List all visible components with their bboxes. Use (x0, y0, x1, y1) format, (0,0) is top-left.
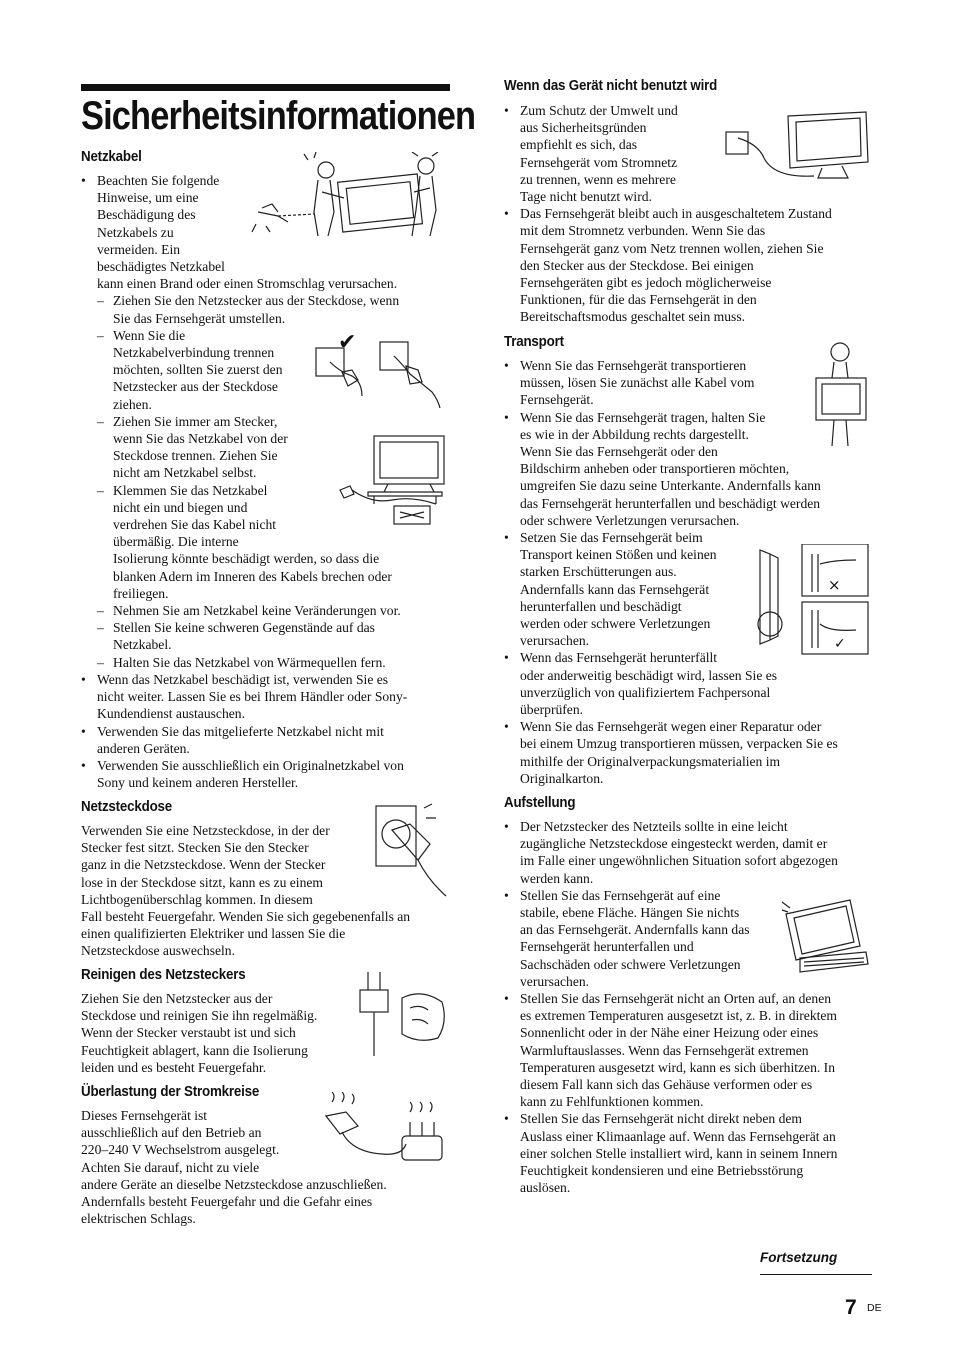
bullet-item (504, 205, 876, 325)
text-line: Bereitschaftsmodus geschaltet sein muss. (520, 309, 746, 325)
title-rule (81, 84, 450, 91)
text-line: andere Geräte an dieselbe Netzsteckdose anzuschließen. (81, 1176, 387, 1192)
text-line: übermäßig. Die interne (113, 534, 239, 550)
text-line: Achten Sie darauf, nicht zu viele (81, 1159, 260, 1175)
dash-mark: – (97, 620, 104, 636)
text-line: an das Fernsehgerät. Andernfalls kann das (520, 922, 750, 938)
page-title: Sicherheitsinformationen (81, 94, 476, 138)
bullet-item (504, 990, 876, 1110)
text-line: Netzkabelverbindung trennen (113, 345, 275, 361)
bullet-mark: • (504, 206, 509, 222)
text-line: 220–240 V Wechselstrom ausgelegt. (81, 1142, 280, 1158)
dash-mark: – (97, 413, 104, 429)
text-line: Fernsehgerät. (520, 392, 594, 408)
text-line: Wenn Sie das Fernsehgerät transportieren (520, 358, 747, 373)
bullet-mark: • (504, 887, 509, 903)
text-line: Ziehen Sie den Netzstecker aus der (81, 991, 273, 1006)
cross-mark-icon: × (828, 576, 841, 594)
text-line: nicht weiter. Lassen Sie es bei Ihrem Händler oder Sony- (97, 689, 408, 705)
text-line: werden kann. (520, 870, 594, 886)
text-line: Funktionen, für die das Fernsehgerät in den (520, 292, 757, 308)
text-line: Wenn Sie das Fernsehgerät oder den (520, 444, 718, 460)
text-line: lose in der Steckdose sitzt, kann es zu einem (81, 874, 323, 890)
cleaning-plug-illustration (354, 968, 450, 1058)
tv-stable-surface-illustration (780, 896, 872, 976)
text-line: mit dem Stromnetz verbunden. Wenn Sie das (520, 223, 766, 239)
text-line: werden oder schwere Verletzungen (520, 616, 711, 632)
check-mark-icon: ✔ (338, 330, 357, 355)
transport-shock-illustration (756, 544, 872, 656)
text-line: mithilfe der Originalverpackungsmaterialien im (520, 753, 781, 769)
bullet-item (81, 723, 453, 757)
text-line: verursachen. (520, 633, 590, 649)
text-line: Sony und keinem anderen Hersteller. (97, 775, 299, 791)
text-line: es extremen Temperaturen ausgesetzt ist, z. B. in direktem (520, 1008, 838, 1024)
text-line: Beschädigung des (97, 207, 196, 223)
text-line: oder schwere Verletzungen verursachen. (520, 512, 740, 528)
text-line: vermeiden. Ein (97, 241, 181, 257)
bullet-item (504, 718, 876, 787)
text-line: es wie in der Abbildung rechts dargestellt. (520, 426, 749, 442)
text-line: Wenn Sie die (113, 327, 186, 343)
text-line: Bildschirm anheben oder transportieren möchten, (520, 461, 790, 477)
text-line: Fernsehgerät herunterfallen und (520, 939, 694, 955)
text-line: Nehmen Sie am Netzkabel keine Veränderungen vor. (113, 603, 401, 619)
aufstellung-section (504, 818, 876, 1196)
person-carry-tv-illustration (810, 338, 870, 448)
heading-netzsteckdose: Netzsteckdose (81, 799, 173, 815)
text-line: herunterfallen und beschädigt (520, 598, 682, 614)
text-line: müssen, lösen Sie zunächst alle Kabel vom (520, 375, 755, 391)
text-line: Der Netzstecker des Netzteils sollte in eine leicht (520, 819, 788, 834)
text-line: umgreifen Sie dazu seine Unterkante. Andernfalls kann (520, 478, 821, 494)
text-line: Wenn das Fernsehgerät herunterfällt (520, 650, 718, 666)
text-line: zu trennen, wenn es mehrere (520, 171, 676, 187)
text-line: ganz in die Netzsteckdose. Wenn der Stecker (81, 857, 326, 873)
bullet-mark: • (504, 103, 509, 118)
language-code: DE (867, 1302, 882, 1314)
text-line: Zum Schutz der Umwelt und (520, 103, 678, 118)
text-line: oder anderweitig beschädigt wird, lassen Sie es (520, 667, 778, 683)
text-line: einen qualifizierten Elektriker und lassen Sie die (81, 926, 346, 942)
text-line: Netzkabels zu (97, 224, 174, 240)
text-line: Steckdose und reinigen Sie ihn regelmäßig. (81, 1008, 318, 1024)
text-line: Klemmen Sie das Netzkabel (113, 482, 268, 498)
bullet-item (504, 1110, 876, 1196)
heading-ueberlastung: Überlastung der Stromkreise (81, 1084, 260, 1100)
heading-nicht-benutzt: Wenn das Gerät nicht benutzt wird (504, 78, 718, 94)
overload-illustration (312, 1092, 452, 1172)
text-line: elektrischen Schlags. (81, 1211, 196, 1227)
dash-mark: – (97, 482, 104, 498)
text-line: Wenn Sie das Fernsehgerät wegen einer Reparatur oder (520, 719, 822, 735)
text-line: Verwenden Sie eine Netzsteckdose, in der der (81, 823, 330, 838)
text-line: Stellen Sie das Fernsehgerät nicht an Orten auf, an denen (520, 991, 832, 1007)
text-line: Andernfalls besteht Feuergefahr und die Gefahr eines (81, 1194, 373, 1210)
text-line: aus Sicherheitsgründen (520, 120, 647, 136)
text-line: Fernsehgerät vom Stromnetz (520, 154, 678, 170)
text-line: freiliegen. (113, 585, 169, 601)
bullet-mark: • (81, 757, 86, 773)
text-line: Steckdose trennen. Ziehen Sie (113, 448, 278, 464)
tv-cable-illustration (338, 432, 450, 528)
text-line: ziehen. (113, 396, 152, 412)
text-line: Halten Sie das Netzkabel von Wärmequellen fern. (113, 654, 386, 670)
bullet-mark: • (504, 719, 509, 735)
heading-netzkabel: Netzkabel (81, 149, 142, 165)
text-line: Wenn das Netzkabel beschädigt ist, verwenden Sie es (97, 671, 389, 687)
text-line: Stellen Sie das Fernsehgerät auf eine (520, 887, 721, 903)
bullet-mark: • (504, 991, 509, 1007)
text-line: Andernfalls kann das Fernsehgerät (520, 581, 710, 597)
text-line: kann einen Brand oder einen Stromschlag verursachen. (97, 276, 398, 292)
text-line: Stecker fest sitzt. Stecken Sie den Stecker (81, 840, 309, 856)
unplug-tv-illustration (718, 110, 872, 190)
dash-mark: – (97, 327, 104, 343)
text-line: ausschließlich auf den Betrieb an (81, 1125, 262, 1141)
dash-mark: – (97, 603, 104, 619)
text-line: Feuchtigkeit ablagert, kann die Isolierung (81, 1042, 308, 1058)
text-line: überprüfen. (520, 702, 584, 718)
text-line: den Stecker aus der Steckdose. Bei einigen (520, 257, 754, 273)
dash-item (97, 654, 453, 671)
text-line: Das Fernsehgerät bleibt auch in ausgeschaltetem Zustand (520, 206, 832, 222)
dash-item (97, 619, 453, 653)
text-line: Transport keinen Stößen und keinen (520, 547, 717, 563)
text-line: verdrehen Sie das Kabel nicht (113, 517, 277, 533)
text-line: Auslass einer Klimaanlage auf. Wenn das Fernsehgerät an (520, 1128, 836, 1144)
dash-item (97, 602, 453, 619)
text-line: Sonnenlicht oder in der Nähe einer Heizung oder eines (520, 1025, 819, 1041)
text-line: Verwenden Sie das mitgelieferte Netzkabel nicht mit (97, 723, 384, 739)
text-line: Wenn Sie das Fernsehgerät tragen, halten Sie (520, 409, 766, 425)
text-line: Hinweise, um eine (97, 190, 199, 206)
bullet-item (81, 172, 453, 671)
text-line: Stellen Sie keine schweren Gegenstände auf das (113, 620, 375, 636)
text-line: bei einem Umzug transportieren müssen, verpacken Sie es (520, 736, 838, 752)
text-line: wenn Sie das Netzkabel von der (113, 431, 288, 447)
continued-rule (760, 1274, 872, 1275)
text-line: Wenn der Stecker verstaubt ist und sich (81, 1025, 296, 1041)
text-line: das Fernsehgerät herunterfallen und beschädigt werden (520, 495, 821, 511)
continued-label: Fortsetzung (760, 1250, 838, 1265)
text-line: nicht ein und biegen und (113, 499, 248, 515)
bullet-mark: • (504, 530, 509, 546)
text-line: Sie das Fernsehgerät umstellen. (113, 310, 286, 326)
text-line: Fall besteht Feuergefahr. Wenden Sie sich gegebenenfalls an (81, 909, 411, 925)
text-line: Ziehen Sie den Netzstecker aus der Steckdose, wenn (113, 293, 400, 309)
text-line: anderen Geräten. (97, 740, 190, 756)
dash-mark: – (97, 293, 104, 309)
text-line: Netzkabel. (113, 637, 172, 653)
text-line: Lichtbogenüberschlag kommen. In diesem (81, 891, 313, 907)
text-line: Temperaturen ausgesetzt wird, kann es sich überhitzen. In (520, 1059, 835, 1075)
text-line: Feuchtigkeit kondensieren und eine Betriebsstörung (520, 1163, 804, 1179)
text-line: kann zu Fehlfunktionen kommen. (520, 1094, 704, 1110)
text-line: stabile, ebene Fläche. Hängen Sie nichts (520, 905, 740, 921)
bullet-mark: • (504, 409, 509, 425)
text-line: Stellen Sie das Fernsehgerät nicht direkt neben dem (520, 1111, 802, 1127)
text-line: blanken Adern im Inneren des Kabels brechen oder (113, 568, 392, 584)
bullet-item (504, 818, 876, 887)
text-line: Sachschäden oder schwere Verletzungen (520, 956, 741, 972)
bullet-mark: • (504, 358, 509, 373)
text-line: Verwenden Sie ausschließlich ein Originalnetzkabel von (97, 757, 404, 773)
bullet-mark: • (504, 650, 509, 666)
bullet-item (81, 671, 453, 723)
text-line: im Falle einer ungewöhnlichen Situation sofort abgezogen (520, 853, 838, 869)
bullet-mark: • (81, 671, 86, 687)
text-line: leiden und es besteht Feuergefahr. (81, 1059, 267, 1075)
bullet-mark: • (504, 819, 509, 834)
text-line: Netzsteckdose auswechseln. (81, 943, 236, 959)
text-line: Kundendienst austauschen. (97, 706, 245, 722)
bullet-item (81, 757, 453, 791)
check-mark-icon: ✓ (834, 636, 846, 652)
heading-aufstellung: Aufstellung (504, 795, 576, 811)
text-line: diesem Fall kann sich das Gehäuse verformen oder es (520, 1077, 813, 1093)
text-line: Fernsehgerät ganz vom Netz trennen wollen, ziehen Sie (520, 240, 824, 256)
text-line: Originalkarton. (520, 770, 604, 786)
page-number: 7 (845, 1296, 857, 1319)
text-line: Warmluftauslasses. Wenn das Fernsehgerät extremen (520, 1042, 809, 1058)
bullet-mark: • (81, 173, 86, 188)
unplug-illustration (312, 330, 452, 412)
dash-item (97, 292, 453, 326)
text-line: Isolierung könnte beschädigt werden, so dass die (113, 551, 380, 567)
bullet-item (504, 649, 876, 718)
text-line: empfiehlt es sich, das (520, 137, 638, 153)
text-line: einer solchen Stelle installiert wird, kann in seinem Innern (520, 1145, 838, 1161)
text-line: verursachen. (520, 973, 590, 989)
text-line: Netzstecker aus der Steckdose (113, 379, 278, 395)
bullet-mark: • (81, 723, 86, 739)
bullet-mark: • (504, 1111, 509, 1127)
text-line: Fernsehgeräten gibt es jedoch möglicherweise (520, 275, 772, 291)
text-line: starken Erschütterungen aus. (520, 564, 677, 580)
text-line: Beachten Sie folgende (97, 173, 220, 188)
text-line: beschädigtes Netzkabel (97, 259, 225, 275)
text-line: nicht am Netzkabel selbst. (113, 465, 257, 481)
dash-mark: – (97, 654, 104, 670)
carrying-tv-illustration (248, 152, 450, 240)
heading-transport: Transport (504, 334, 564, 350)
text-line: Dieses Fernsehgerät ist (81, 1108, 208, 1123)
socket-plug-illustration (372, 800, 452, 900)
text-line: Ziehen Sie immer am Stecker, (113, 413, 278, 429)
text-line: Tage nicht benutzt wird. (520, 189, 652, 205)
text-line: auslösen. (520, 1180, 571, 1196)
text-line: Setzen Sie das Fernsehgerät beim (520, 530, 703, 546)
text-line: möchten, sollten Sie zuerst den (113, 362, 283, 378)
heading-reinigen: Reinigen des Netzsteckers (81, 967, 246, 983)
text-line: unverzüglich von qualifiziertem Fachpersonal (520, 684, 771, 700)
text-line: zugängliche Netzsteckdose eingesteckt werden, damit er (520, 836, 828, 852)
